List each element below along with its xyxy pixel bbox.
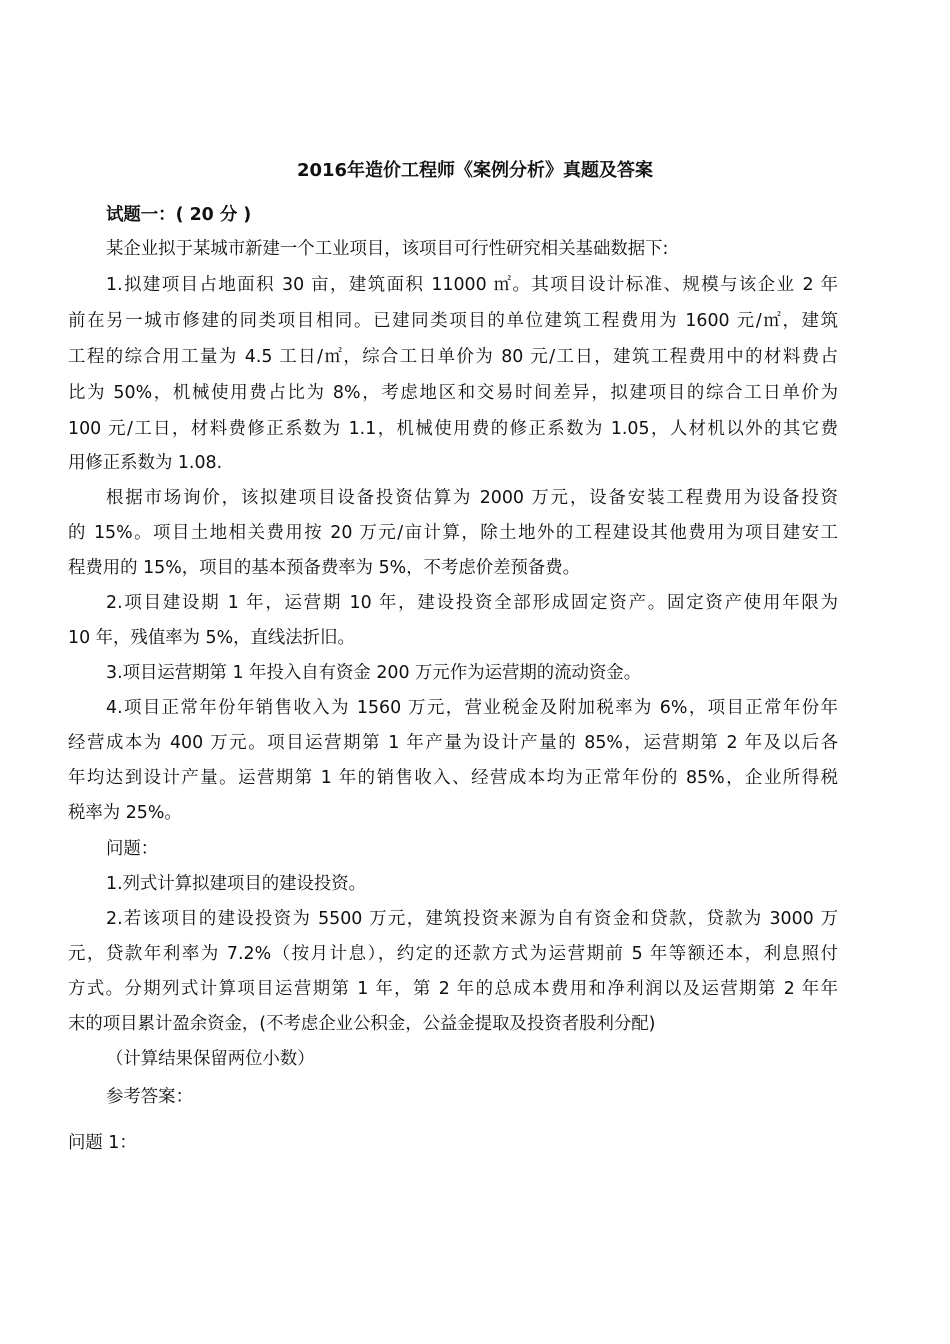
paragraph-line: 10 年，残值率为 5%，直线法折旧。 bbox=[68, 628, 355, 648]
answer-label: 参考答案： bbox=[106, 1087, 193, 1107]
paragraph-line: 年均达到设计产量。运营期第 1 年的销售收入、经营成本均为正常年份的 85%，企业所得税 bbox=[68, 768, 838, 788]
question-item: 1.列式计算拟建项目的建设投资。 bbox=[106, 874, 367, 894]
paragraph-line: 用修正系数为 1.08. bbox=[68, 453, 223, 473]
paragraph-line: 方式。分期列式计算项目运营期第 1 年，第 2 年的总成本费用和净利润以及运营期第 2 年年 bbox=[68, 979, 838, 999]
paragraph-line: 1.拟建项目占地面积 30 亩，建筑面积 11000 ㎡。其项目设计标准、规模与该企业 2 年 bbox=[106, 275, 838, 295]
calculation-note: （计算结果保留两位小数） bbox=[106, 1049, 315, 1069]
paragraph-line: 100 元/工日，材料费修正系数为 1.1，机械使用费的修正系数为 1.05，人材机以外的其它费 bbox=[68, 419, 838, 439]
paragraph-line: 根据市场询价，该拟建项目设备投资估算为 2000 万元，设备安装工程费用为设备投资 bbox=[106, 488, 838, 508]
paragraph-line: 比为 50%，机械使用费占比为 8%，考虑地区和交易时间差异，拟建项目的综合工日单价为 bbox=[68, 383, 838, 403]
paragraph-line: 末的项目累计盈余资金，(不考虑企业公积金，公益金提取及投资者股利分配) bbox=[68, 1014, 656, 1034]
document-title: 2016年造价工程师《案例分析》真题及答案 bbox=[296, 160, 654, 181]
paragraph-line: 元，贷款年利率为 7.2%（按月计息），约定的还款方式为运营期前 5 年等额还本，利息照付 bbox=[68, 944, 838, 964]
paragraph-line: 经营成本为 400 万元。项目运营期第 1 年产量为设计产量的 85%，运营期第 2 年及以后各 bbox=[68, 733, 838, 753]
section-heading: 试题一：( 20 分 ) bbox=[106, 205, 252, 225]
paragraph-line: 程费用的 15%，项目的基本预备费率为 5%，不考虑价差预备费。 bbox=[68, 558, 581, 578]
answer-question-label: 问题 1： bbox=[68, 1133, 137, 1153]
paragraph-line: 2.项目建设期 1 年，运营期 10 年，建设投资全部形成固定资产。固定资产使用年限为 bbox=[106, 593, 838, 613]
paragraph-line: 的 15%。项目土地相关费用按 20 万元/亩计算，除土地外的工程建设其他费用为项目建安工 bbox=[68, 523, 838, 543]
paragraph-line: 某企业拟于某城市新建一个工业项目，该项目可行性研究相关基础数据下: bbox=[106, 239, 669, 259]
paragraph-line: 税率为 25%。 bbox=[68, 803, 182, 823]
question-item: 2.若该项目的建设投资为 5500 万元，建筑投资来源为自有资金和贷款，贷款为 3000 万 bbox=[106, 909, 838, 929]
paragraph-line: 3.项目运营期第 1 年投入自有资金 200 万元作为运营期的流动资金。 bbox=[106, 663, 642, 683]
paragraph-line: 工程的综合用工量为 4.5 工日/㎡，综合工日单价为 80 元/工日，建筑工程费用中的材料费占 bbox=[68, 347, 838, 367]
question-label: 问题： bbox=[106, 839, 159, 859]
paragraph-line: 前在另一城市修建的同类项目相同。已建同类项目的单位建筑工程费用为 1600 元/㎡，建筑 bbox=[68, 311, 838, 331]
paragraph-line: 4.项目正常年份年销售收入为 1560 万元，营业税金及附加税率为 6%，项目正常年份年 bbox=[106, 698, 838, 718]
